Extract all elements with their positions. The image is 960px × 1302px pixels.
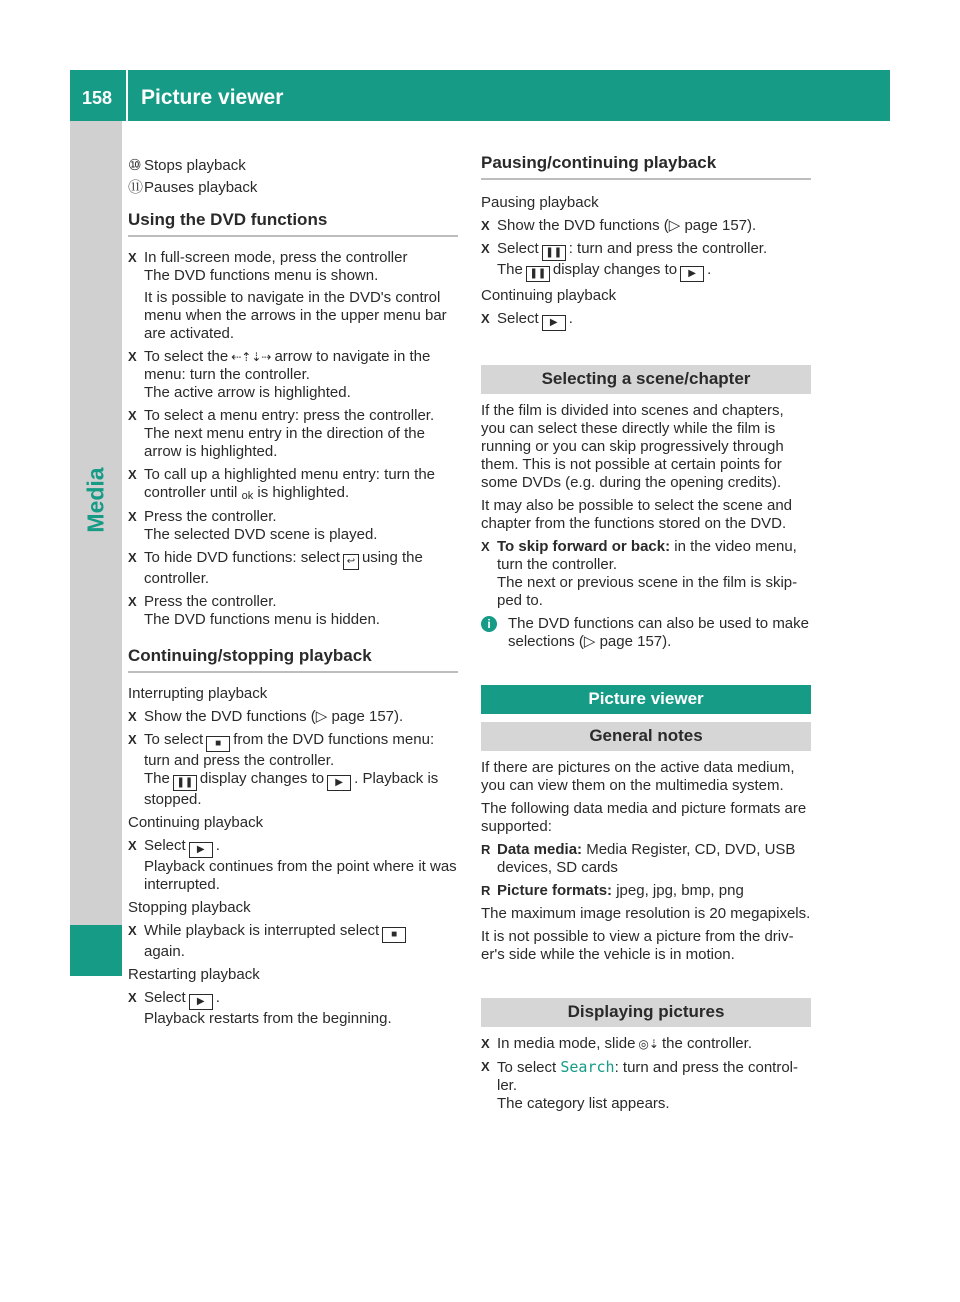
section-heading-continuing-stopping: Continuing/stopping playback: [128, 647, 458, 673]
step: [481, 538, 811, 610]
step-result: The DVD functions menu is shown.: [144, 267, 379, 284]
pause-icon: ❚❚: [542, 245, 566, 261]
list-item: [481, 882, 811, 900]
step-text: X To select a menu entry: press the controller.: [144, 407, 435, 424]
paragraph: The maximum image resolution is 20 megapixels.: [481, 905, 811, 922]
step-text: To hide DVD functions: select: [144, 549, 340, 566]
pause-icon: ❚❚: [526, 266, 550, 282]
left-column: [128, 157, 458, 1033]
step-text: again.: [144, 943, 185, 960]
page-title: Picture viewer: [141, 86, 284, 109]
step: [128, 348, 458, 402]
step: X Select ▶ . Playback continues from the point where it was interrupted.: [128, 837, 458, 894]
side-tab: [70, 121, 122, 976]
paragraph: It is not possible to view a picture from the driv-er's side while the vehicle is in motion.: [481, 928, 794, 963]
ref-item: [128, 157, 458, 175]
step: [481, 240, 811, 282]
paragraph: The following data media and picture formats are supported:: [481, 800, 807, 835]
play-icon: ▶: [327, 775, 351, 791]
step: [128, 249, 458, 343]
page-number: 158: [82, 88, 113, 108]
step-text: : turn and press the controller.: [568, 240, 768, 257]
sub-label: Stopping playback: [128, 899, 251, 916]
step-result: Playback restarts from the beginning.: [144, 1010, 392, 1027]
step: [128, 508, 458, 544]
step: [128, 466, 458, 503]
stop-icon: ■: [206, 736, 230, 752]
search-menu-label: Search: [560, 1058, 615, 1076]
sub-label: Interrupting playback: [128, 685, 268, 702]
step: X Select ▶ . Playback restarts from the beginning.: [128, 989, 458, 1028]
step: [481, 1035, 811, 1053]
step-result: Playback continues from the point where it was interrupted.: [144, 858, 457, 893]
step-text: Show the DVD functions (▷ page 157).: [144, 708, 404, 725]
step-text: To select: [497, 1059, 557, 1076]
step-text: Select: [497, 310, 539, 327]
info-note: [481, 615, 811, 651]
section-heading-pausing-continuing: Pausing/continuing playback: [481, 154, 811, 180]
step-result: The category list appears.: [497, 1095, 670, 1112]
step-text: in the video menu, turn the controller.: [497, 538, 797, 573]
section-heading-picture-viewer: Picture viewer: [481, 685, 811, 714]
step-text: To select: [144, 731, 204, 748]
step: [128, 731, 458, 809]
paragraph: It may also be possible to select the scene and chapter from the functions stored on the DVD.: [481, 497, 793, 532]
list-text: jpeg, jpg, bmp, png: [616, 882, 744, 899]
section-heading-scene-chapter: Selecting a scene/chapter: [481, 365, 811, 394]
step-text: To select the: [144, 348, 229, 365]
step-text: In media mode, slide: [497, 1035, 636, 1052]
step-result: display changes to: [552, 261, 678, 278]
step-text: X Press the controller.: [144, 508, 277, 525]
step: [481, 217, 811, 235]
step-text: the controller.: [661, 1035, 752, 1052]
step-text: To call up a highlighted menu entry: turn the controller until: [144, 466, 436, 501]
ok-icon: ok: [241, 490, 254, 502]
step-text: Select: [497, 240, 539, 257]
list-item: [481, 841, 811, 877]
note-text: The DVD functions can also be used to make selections (▷ page 157).: [508, 615, 809, 650]
step-text: arrow to navigate in the menu: turn the controller.: [144, 348, 431, 383]
section-heading-dvd-functions: Using the DVD functions: [128, 211, 458, 237]
stop-icon: ■: [382, 927, 406, 943]
right-column: [481, 154, 811, 1118]
ref-text: Stops playback: [144, 157, 246, 174]
step-text: Select: [144, 837, 186, 854]
step: [128, 593, 458, 629]
play-icon: ▶: [680, 266, 704, 282]
step-result: The active arrow is highlighted.: [144, 384, 351, 401]
section-heading-displaying-pictures: Displaying pictures: [481, 998, 811, 1027]
sub-label: Restarting playback: [128, 966, 260, 983]
step: [128, 407, 458, 461]
list-text: Media Register, CD, DVD, USB devices, SD cards: [497, 841, 796, 876]
ref-item: [128, 179, 458, 197]
side-tab-marker: [70, 925, 122, 976]
section-heading-general-notes: General notes: [481, 722, 811, 751]
step-result: display changes to: [199, 770, 325, 787]
pause-icon: ❚❚: [173, 775, 197, 791]
side-tab-label: Media: [82, 467, 109, 533]
step-result: It is possible to navigate in the DVD's control menu when the arrows in the upper menu bar are activated.: [144, 289, 447, 342]
step-text: While playback is interrupted select: [144, 922, 380, 939]
step-label: To skip forward or back:: [497, 538, 671, 555]
sub-label: Continuing playback: [128, 814, 264, 831]
play-icon: ▶: [189, 994, 213, 1010]
step: [128, 708, 458, 726]
step: [128, 922, 458, 961]
step-result: The: [144, 770, 170, 787]
info-icon: i: [481, 616, 497, 632]
sub-label: Pausing playback: [481, 194, 599, 211]
ref-text: Pauses playback: [144, 179, 258, 196]
back-icon: ↩: [343, 554, 359, 570]
step-text: X Press the controller.: [144, 593, 277, 610]
sub-label: Continuing playback: [481, 287, 617, 304]
step: [481, 1058, 811, 1113]
list-label: Picture formats:: [497, 882, 613, 899]
step-text: using the controller.: [144, 549, 423, 587]
step-text: : turn and press the control-ler.: [497, 1059, 798, 1094]
controller-slide-icon: ◎⇣: [638, 1037, 659, 1051]
step-result: .: [707, 261, 712, 278]
step-text: Select: [144, 989, 186, 1006]
header-separator: [126, 70, 128, 121]
step-text: from the DVD functions menu: turn and press the controller.: [144, 731, 435, 769]
step-result: The next menu entry in the direction of the arrow is highlighted.: [144, 425, 425, 460]
step: X Select ▶ .: [481, 310, 811, 331]
step-text: X In full-screen mode, press the controller: [144, 249, 408, 266]
step-result: The: [497, 261, 523, 278]
step-result: The selected DVD scene is played.: [144, 526, 378, 543]
step-result: The next or previous scene in the film is skip-ped to.: [497, 574, 798, 609]
paragraph: If there are pictures on the active data medium, you can view them on the multimedia system.: [481, 759, 795, 794]
list-label: Data media:: [497, 841, 583, 858]
callout-11-icon: ⑪: [128, 179, 144, 196]
play-icon: ▶: [189, 842, 213, 858]
step: [128, 549, 458, 588]
step-text: Show the DVD functions (▷ page 157).: [497, 217, 757, 234]
callout-10-icon: ⑩: [128, 157, 142, 174]
play-icon: ▶: [542, 315, 566, 331]
step-result: The DVD functions menu is hidden.: [144, 611, 380, 628]
paragraph: If the film is divided into scenes and chapters, you can select these directly while the film is running or you can skip progressively through them. This is not possible at certain points for some DVDs (e.g. during the opening credits).: [481, 402, 784, 491]
arrows-icon: ⇠⇡⇣⇢: [231, 350, 272, 364]
step-text: is highlighted.: [257, 484, 350, 501]
step-result: . Playback is stopped.: [144, 770, 439, 808]
